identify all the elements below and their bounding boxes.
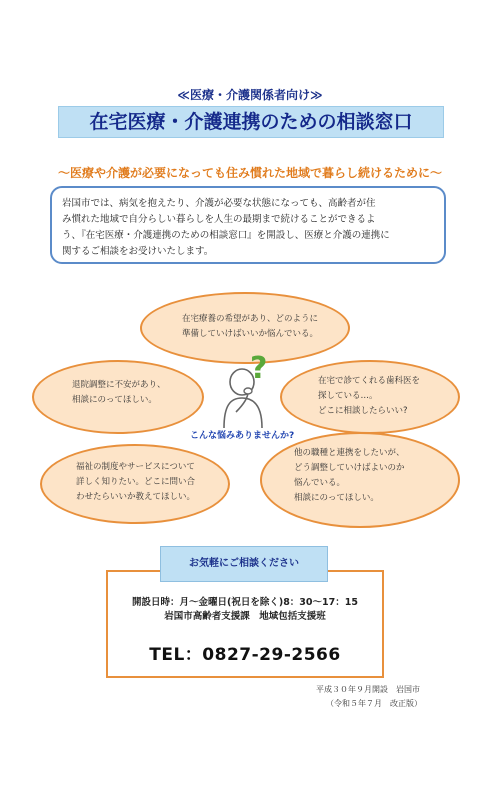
concern-bubble-home-care: [140, 292, 350, 364]
phone-number: TEL：0827-29-2566: [149, 645, 341, 665]
intro-line: 岩国市では、病気を抱えたり、介護が必要な状態になっても、高齢者が住: [62, 198, 376, 209]
bubble-line: 詳しく知りたい。どこに問い合: [76, 477, 196, 487]
revision-note: （令和５年７月 改正版）: [326, 699, 422, 708]
concern-bubble-collaboration: [260, 432, 460, 528]
concern-label: こんな悩みありませんか?: [190, 431, 295, 441]
bubble-line: 他の職種と連携をしたいが、: [294, 448, 405, 458]
bubble-line: どこに相談したらいい?: [318, 406, 408, 416]
bubble-line: わせたらいいか教えてほしい。: [76, 492, 196, 502]
concern-bubble-dentist: [280, 360, 460, 434]
bubble-line: 在宅で診てくれる歯科医を: [318, 376, 421, 386]
bubble-line: 準備していけばいいか悩んでいる。: [182, 329, 319, 339]
bubble-line: 相談にのってほしい。: [294, 493, 379, 503]
thinking-person-icon: [218, 364, 278, 430]
intro-box: [50, 186, 446, 264]
contact-header: お気軽にご相談ください: [160, 546, 328, 582]
bubble-line: 悩んでいる。: [294, 478, 346, 488]
bubble-line: 在宅療養の希望があり、どのように: [182, 314, 319, 324]
question-mark-icon: ?: [250, 351, 268, 386]
bubble-line: 福祉の制度やサービスについて: [76, 462, 195, 472]
concern-bubble-discharge: [32, 360, 204, 434]
page-title: 在宅医療・介護連携のための相談窓口: [58, 106, 444, 138]
bubble-line: 探している…。: [318, 391, 378, 401]
target-audience: ≪医療・介護関係者向け≫: [177, 88, 323, 102]
bubble-line: 相談にのってほしい。: [72, 395, 157, 405]
bubble-line: どう調整していけばよいのか: [294, 463, 405, 473]
department-name: 岩国市高齢者支援課 地域包括支援班: [164, 611, 326, 622]
intro-line: う、『在宅医療・介護連携のための相談窓口』を開設し、医療と介護の連携に: [62, 230, 390, 241]
bubble-line: 退院調整に不安があり、: [72, 380, 166, 390]
intro-line: み慣れた地域で自分らしい暮らしを人生の最期まで続けることができるよ: [62, 214, 376, 225]
office-hours: 開設日時：月～金曜日(祝日を除く)8：30～17：15: [132, 597, 358, 608]
established-note: 平成３０年９月開設 岩国市: [316, 685, 420, 694]
concern-bubble-welfare: [40, 444, 230, 524]
page-subtitle: ～医療や介護が必要になっても住み慣れた地域で暮らし続けるために～: [57, 166, 442, 180]
intro-line: 関するご相談をお受けいたします。: [62, 246, 214, 257]
